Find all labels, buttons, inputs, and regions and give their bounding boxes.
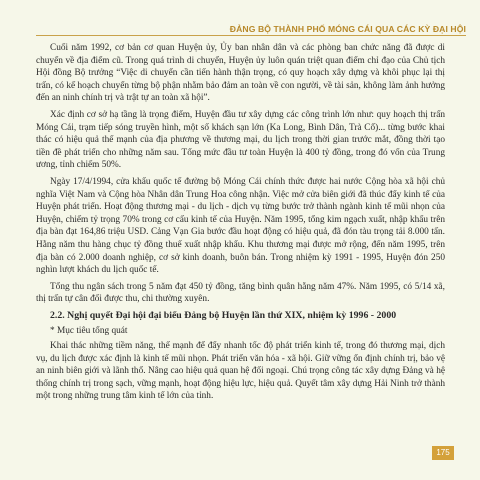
closing-paragraph: Khai thác những tiềm năng, thế mạnh để đẩy nhanh tốc độ phát triển kinh tế, trong đó thương mại, dịch vụ, du lịch được xác định là kinh tế mũi nhọn. Phát triển văn hóa - xã hội. Giữ vững ổn định chính trị, bảo vệ an ninh biên giới và lãnh thổ. Nâng cao hiệu quả quan hệ đối ngoại. Chú trọng công tác xây dựng Đảng và hệ thống chính trị trong sạch, vững mạnh, hoạt động hiệu lực, hiệu quả. Quyết tâm xây dựng Hải Ninh trở thành một trong những trung tâm kinh tế lớn của tỉnh. [36,341,445,402]
paragraph-3: Ngày 17/4/1994, cửa khẩu quốc tế đường bộ Móng Cái chính thức được hai nước Cộng hòa xã hội chủ nghĩa Việt Nam và Cộng hòa Nhân dân Trung Hoa công nhận. Việc mở cửa biên giới đã thúc đẩy kinh tế của Huyện phát triển. Hoạt động thương mại - du lịch - dịch vụ từng bước trở thành ngành kinh tế mũi nhọn của Huyện, chiếm tỷ trọng 70% trong cơ cấu kinh tế của Huyện. Năm 1995, tổng kim ngạch xuất, nhập khẩu trên địa bàn đạt 164,86 triệu USD. Cảng Vạn Gia bước đầu hoạt động có hiệu quả, đã đón tàu trọng tải 8.000 tấn. Hằng năm thu hàng chục tỷ đồng thuế xuất nhập khẩu. Khu thương mại được mở rộng, đến năm 1995, trên địa bàn có 2.000 doanh nghiệp, cơ sở kinh doanh, buôn bán. Trong nhiệm kỳ 1991 - 1995, Huyện đón 250 nghìn lượt khách du lịch quốc tế. [36,176,445,276]
header-divider [36,35,466,36]
paragraph-2: Xác định cơ sở hạ tầng là trọng điểm, Huyện đầu tư xây dựng các công trình lớn như: quy hoạch thị trấn Móng Cái, trạm tiếp sóng truyền hình, một số khách sạn lớn (Ka Long, Bình Dân, Trà Cổ)... từng bước khai thác có hiệu quả thế mạnh của địa phương về thương mại, du lịch trong thời gian trước mắt, đồng thời tạo tiền đề phát triển cho những năm sau. Tổng mức đầu tư toàn Huyện là 400 tỷ đồng, trong đó vốn của Trung ương, tỉnh chiếm 50%. [36,109,445,171]
paragraph-4: Tổng thu ngân sách trong 5 năm đạt 450 tỷ đồng, tăng bình quân hằng năm 47%. Năm 1995, có 5/14 xã, thị trấn tự cân đối được thu, chi thường xuyên. [36,281,445,305]
page-number-badge: 175 [432,446,454,460]
page-body [36,42,445,407]
running-header: ĐẢNG BỘ THÀNH PHỐ MÓNG CÁI QUA CÁC KỲ ĐẠI HỘI [229,24,466,34]
section-heading: 2.2. Nghị quyết Đại hội đại biểu Đảng bộ Huyện lần thứ XIX, nhiệm kỳ 1996 - 2000 [50,309,397,321]
paragraph-1: Cuối năm 1992, cơ bản cơ quan Huyện ủy, Ủy ban nhân dân và các phòng ban chức năng đã được di chuyển về địa điểm cũ. Trong quá trình di chuyển, Huyện ủy luôn quán triệt quan điểm chỉ đạo của Chủ tịch Hội đồng Bộ trưởng “Việc di chuyển cần tiến hành thận trọng, có quy hoạch xây dựng và khôi phục lại thị trấn, có kế hoạch chuyển từng bộ phận nhằm bảo đảm an toàn về con người, về tài sản, không làm ảnh hưởng đến an ninh chính trị và trật tự an toàn xã hội”. [36,43,445,104]
subheading: * Mục tiêu tổng quát [50,326,128,337]
